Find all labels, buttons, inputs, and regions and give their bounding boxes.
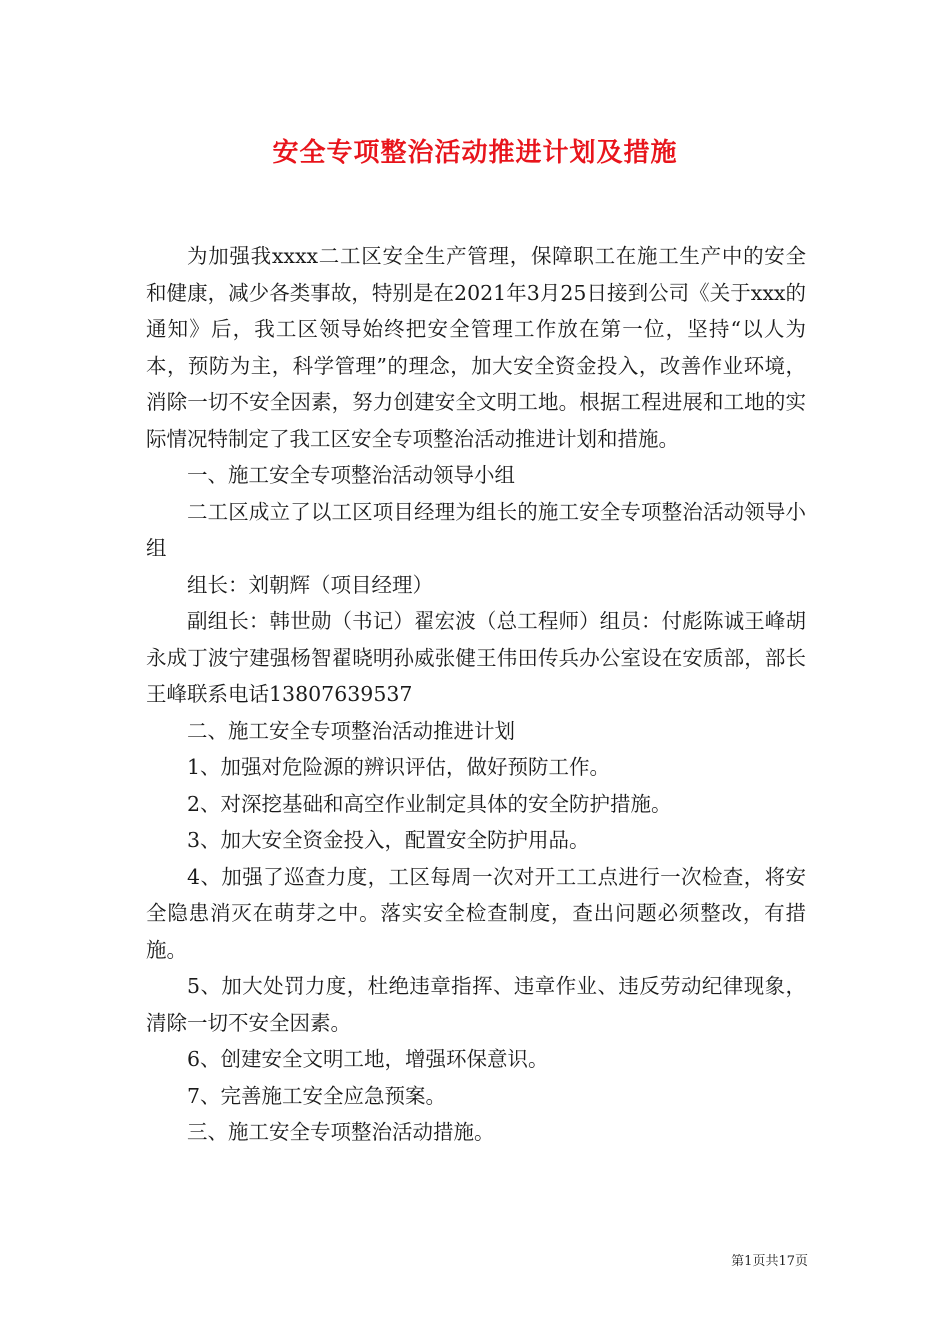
paragraph-team-members: 副组长：韩世勋（书记）翟宏波（总工程师）组员：付彪陈诚王峰胡永成丁波宁建强杨智翟晓明孙威张健王伟田传兵办公室设在安质部，部长王峰联系电话13807639537 xyxy=(146,609,806,706)
section-heading-1: 一、施工安全专项整治活动领导小组 xyxy=(187,463,515,487)
list-item: 4、加强了巡查力度，工区每周一次对开工工点进行一次检查，将安全隐患消灭在萌芽之中。落实安全检查制度，查出问题必须整改，有措施。 xyxy=(146,864,806,962)
document-body xyxy=(146,238,806,1151)
paragraph: 二工区成立了以工区项目经理为组长的施工安全专项整治活动领导小组 xyxy=(146,499,806,560)
list-item: 3、加大安全资金投入，配置安全防护用品。 xyxy=(187,828,590,852)
section-heading-3: 三、施工安全专项整治活动措施。 xyxy=(187,1120,495,1144)
list-item: 6、创建安全文明工地，增强环保意识。 xyxy=(187,1047,549,1071)
paragraph-team-leader: 组长：刘朝辉（项目经理） xyxy=(187,572,433,597)
list-item: 5、加大处罚力度，杜绝违章指挥、违章作业、违反劳动纪律现象，清除一切不安全因素。 xyxy=(146,974,806,1035)
list-item: 1、加强对危险源的辨识评估，做好预防工作。 xyxy=(187,755,611,779)
page-number: 第1页共17页 xyxy=(731,1254,808,1269)
paragraph-intro: 为加强我xxxx二工区安全生产管理，保障职工在施工生产中的安全和健康，减少各类事故，特别是在2021年3月25日接到公司《关于xxx的通知》后，我工区领导始终把安全管理工作放在第一位，坚持“以人为本，预防为主，科学管理”的理念，加大安全资金投入，改善作业环境，消除一切不安全因素，努力创建安全文明工地。根据工程进展和工地的实际情况特制定了我工区安全专项整治活动推进计划和措施。 xyxy=(146,244,806,451)
list-item: 7、完善施工安全应急预案。 xyxy=(187,1083,447,1108)
document-title: 安全专项整治活动推进计划及措施 xyxy=(272,138,678,168)
section-heading-2: 二、施工安全专项整治活动推进计划 xyxy=(187,718,515,743)
list-item: 2、对深挖基础和高空作业制定具体的安全防护措施。 xyxy=(187,791,672,816)
